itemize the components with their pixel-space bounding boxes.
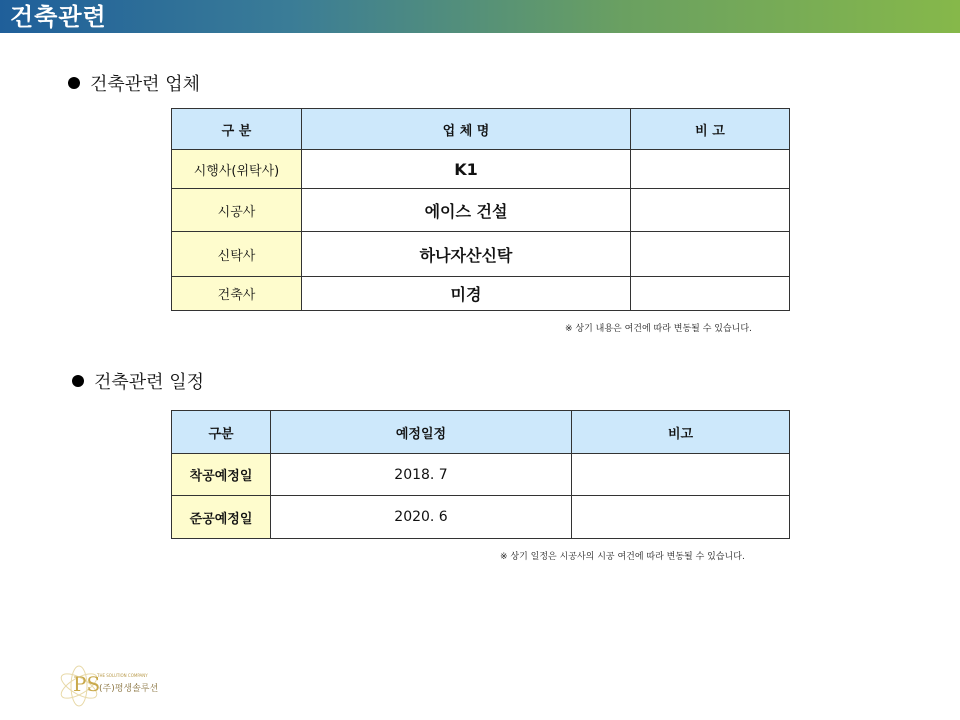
bullet-icon	[72, 375, 84, 387]
table-row	[172, 454, 790, 496]
remark-cell	[631, 277, 790, 311]
column-header: 구분	[172, 411, 271, 454]
column-header: 예정일정	[271, 411, 572, 454]
logo-tagline: THE SOLUTION COMPANY	[97, 673, 148, 678]
remark-cell	[572, 454, 790, 496]
schedule-date: 2020. 6	[271, 496, 572, 539]
column-header: 비고	[572, 411, 790, 454]
logo-name: (주)평생솔루션	[99, 684, 159, 694]
page-title: 건축관련	[10, 3, 107, 31]
footnote: ※ 상기 일정은 시공사의 시공 여건에 따라 변동될 수 있습니다.	[500, 552, 745, 562]
schedule-table	[171, 410, 790, 539]
table-row	[172, 277, 790, 311]
column-header: 구 분	[172, 109, 302, 150]
row-label: 시공사	[172, 189, 302, 232]
schedule-date: 2018. 7	[271, 454, 572, 496]
section-title-schedule	[72, 368, 204, 394]
row-label: 준공예정일	[172, 496, 271, 539]
bullet-icon	[68, 77, 80, 89]
companies-table	[171, 108, 790, 311]
remark-cell	[572, 496, 790, 539]
logo-mark: PS	[73, 672, 101, 696]
column-header: 업 체 명	[302, 109, 631, 150]
company-name: 하나자산신탁	[302, 232, 631, 277]
company-name: 미경	[302, 277, 631, 311]
table-header-row	[172, 109, 790, 150]
remark-cell	[631, 232, 790, 277]
header-bar	[0, 0, 960, 33]
table-row	[172, 150, 790, 189]
table-row	[172, 189, 790, 232]
column-header: 비 고	[631, 109, 790, 150]
table-header-row	[172, 411, 790, 454]
section-title-text: 건축관련 업체	[90, 74, 201, 95]
remark-cell	[631, 150, 790, 189]
section-title-companies	[68, 70, 200, 96]
remark-cell	[631, 189, 790, 232]
company-logo	[55, 658, 175, 714]
footnote: ※ 상기 내용은 여건에 따라 변동될 수 있습니다.	[565, 324, 752, 334]
table-row	[172, 232, 790, 277]
company-name: K1	[302, 150, 631, 189]
row-label: 시행사(위탁사)	[172, 150, 302, 189]
row-label: 착공예정일	[172, 454, 271, 496]
row-label: 신탁사	[172, 232, 302, 277]
row-label: 건축사	[172, 277, 302, 311]
table-row	[172, 496, 790, 539]
company-name: 에이스 건설	[302, 189, 631, 232]
section-title-text: 건축관련 일정	[94, 372, 205, 393]
